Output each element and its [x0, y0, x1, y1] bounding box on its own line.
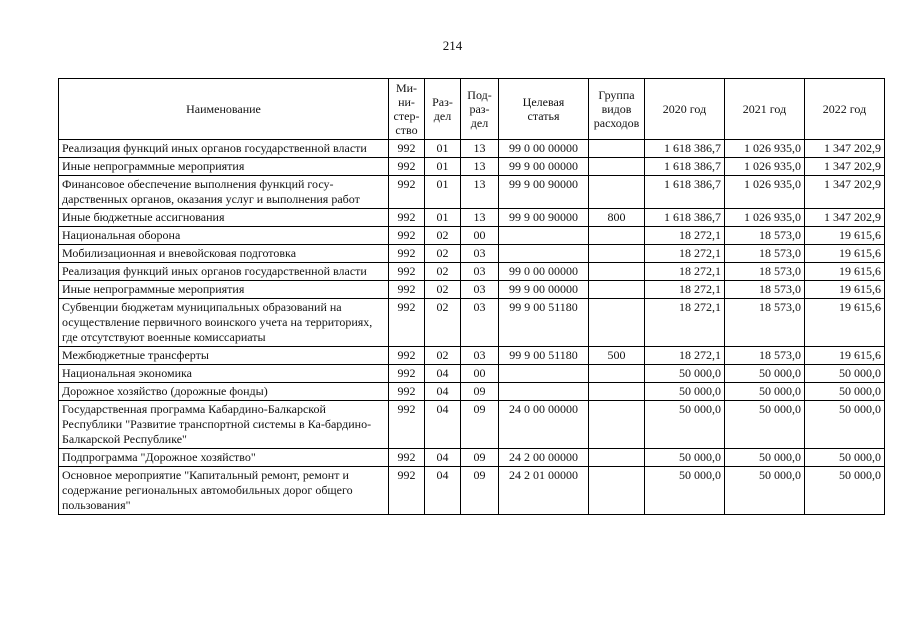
cell-2022: 1 347 202,9 [805, 140, 885, 158]
cell-section: 04 [425, 365, 461, 383]
cell-expense-group: 800 [589, 209, 645, 227]
table-row [59, 209, 885, 227]
cell-section: 04 [425, 467, 461, 515]
cell-2020: 50 000,0 [645, 449, 725, 467]
cell-2020: 50 000,0 [645, 401, 725, 449]
cell-section: 01 [425, 158, 461, 176]
cell-2021: 1 026 935,0 [725, 176, 805, 209]
cell-subsection: 09 [461, 449, 499, 467]
cell-expense-group [589, 176, 645, 209]
cell-subsection: 09 [461, 467, 499, 515]
cell-2022: 50 000,0 [805, 383, 885, 401]
cell-2020: 18 272,1 [645, 263, 725, 281]
cell-2020: 1 618 386,7 [645, 209, 725, 227]
cell-2021: 50 000,0 [725, 401, 805, 449]
cell-section: 04 [425, 383, 461, 401]
cell-target: 99 0 00 00000 [499, 263, 589, 281]
cell-section: 01 [425, 140, 461, 158]
cell-2022: 1 347 202,9 [805, 176, 885, 209]
cell-section: 01 [425, 176, 461, 209]
cell-section: 02 [425, 263, 461, 281]
header-2022: 2022 год [805, 79, 885, 140]
cell-ministry: 992 [389, 245, 425, 263]
header-2021: 2021 год [725, 79, 805, 140]
cell-ministry: 992 [389, 140, 425, 158]
cell-ministry: 992 [389, 281, 425, 299]
cell-2022: 19 615,6 [805, 347, 885, 365]
cell-2020: 50 000,0 [645, 467, 725, 515]
cell-2021: 50 000,0 [725, 467, 805, 515]
table-row [59, 299, 885, 347]
header-2020: 2020 год [645, 79, 725, 140]
cell-target: 99 0 00 00000 [499, 140, 589, 158]
table-row [59, 365, 885, 383]
cell-2022: 1 347 202,9 [805, 158, 885, 176]
cell-expense-group [589, 299, 645, 347]
cell-ministry: 992 [389, 383, 425, 401]
cell-2021: 1 026 935,0 [725, 209, 805, 227]
cell-2022: 50 000,0 [805, 401, 885, 449]
cell-2020: 18 272,1 [645, 245, 725, 263]
cell-target: 99 9 00 51180 [499, 347, 589, 365]
cell-target: 99 9 00 00000 [499, 281, 589, 299]
cell-target [499, 383, 589, 401]
page-number: 214 [442, 38, 463, 53]
cell-subsection: 00 [461, 227, 499, 245]
header-target: Целевая статья [499, 79, 589, 140]
cell-section: 02 [425, 347, 461, 365]
cell-ministry: 992 [389, 209, 425, 227]
header-ministry: Ми- ни- стер- ство [389, 79, 425, 140]
cell-expense-group [589, 401, 645, 449]
table-row [59, 401, 885, 449]
cell-name: Иные непрограммные мероприятия [59, 158, 389, 176]
cell-ministry: 992 [389, 365, 425, 383]
cell-target: 24 0 00 00000 [499, 401, 589, 449]
cell-2021: 50 000,0 [725, 449, 805, 467]
cell-2022: 50 000,0 [805, 449, 885, 467]
cell-target: 99 9 00 00000 [499, 158, 589, 176]
cell-2020: 50 000,0 [645, 365, 725, 383]
cell-section: 01 [425, 209, 461, 227]
cell-expense-group [589, 449, 645, 467]
cell-ministry: 992 [389, 227, 425, 245]
cell-2021: 18 573,0 [725, 347, 805, 365]
cell-subsection: 09 [461, 383, 499, 401]
cell-section: 04 [425, 401, 461, 449]
cell-section: 02 [425, 281, 461, 299]
cell-2022: 1 347 202,9 [805, 209, 885, 227]
cell-target [499, 227, 589, 245]
cell-2022: 19 615,6 [805, 263, 885, 281]
cell-2020: 1 618 386,7 [645, 158, 725, 176]
cell-2020: 1 618 386,7 [645, 176, 725, 209]
cell-2022: 19 615,6 [805, 227, 885, 245]
cell-expense-group [589, 263, 645, 281]
budget-table [58, 78, 885, 515]
cell-name: Государственная программа Кабардино-Балкарской Республики "Развитие транспортной системы в Ка-бардино-Балкарской Республике" [59, 401, 389, 449]
cell-expense-group [589, 140, 645, 158]
cell-ministry: 992 [389, 401, 425, 449]
cell-subsection: 13 [461, 209, 499, 227]
cell-name: Иные бюджетные ассигнования [59, 209, 389, 227]
cell-expense-group [589, 383, 645, 401]
cell-2020: 18 272,1 [645, 281, 725, 299]
cell-2021: 1 026 935,0 [725, 140, 805, 158]
cell-name: Иные непрограммные мероприятия [59, 281, 389, 299]
cell-2020: 1 618 386,7 [645, 140, 725, 158]
cell-subsection: 13 [461, 140, 499, 158]
cell-ministry: 992 [389, 263, 425, 281]
cell-section: 02 [425, 227, 461, 245]
cell-expense-group [589, 227, 645, 245]
cell-name: Межбюджетные трансферты [59, 347, 389, 365]
cell-2021: 18 573,0 [725, 263, 805, 281]
header-subsection: Под- раз- дел [461, 79, 499, 140]
cell-ministry: 992 [389, 299, 425, 347]
header-name: Наименование [59, 79, 389, 140]
cell-2021: 18 573,0 [725, 227, 805, 245]
cell-target [499, 365, 589, 383]
cell-ministry: 992 [389, 347, 425, 365]
table-row [59, 176, 885, 209]
cell-2022: 50 000,0 [805, 365, 885, 383]
cell-2022: 50 000,0 [805, 467, 885, 515]
cell-2022: 19 615,6 [805, 299, 885, 347]
table-row [59, 140, 885, 158]
cell-target: 99 9 00 51180 [499, 299, 589, 347]
cell-name: Дорожное хозяйство (дорожные фонды) [59, 383, 389, 401]
cell-name: Субвенции бюджетам муниципальных образований на осуществление первичного воинского учета на территориях, где отсутствуют военные комиссариаты [59, 299, 389, 347]
cell-subsection: 00 [461, 365, 499, 383]
cell-subsection: 13 [461, 176, 499, 209]
table-row [59, 383, 885, 401]
table-row [59, 227, 885, 245]
cell-section: 04 [425, 449, 461, 467]
table-header-row [59, 79, 885, 140]
cell-target: 99 9 00 90000 [499, 176, 589, 209]
cell-expense-group: 500 [589, 347, 645, 365]
cell-subsection: 03 [461, 347, 499, 365]
cell-2021: 18 573,0 [725, 281, 805, 299]
cell-2021: 50 000,0 [725, 365, 805, 383]
cell-target: 99 9 00 90000 [499, 209, 589, 227]
table-row [59, 467, 885, 515]
cell-ministry: 992 [389, 158, 425, 176]
cell-subsection: 03 [461, 299, 499, 347]
cell-2021: 1 026 935,0 [725, 158, 805, 176]
table-row [59, 347, 885, 365]
header-section: Раз- дел [425, 79, 461, 140]
cell-2021: 18 573,0 [725, 299, 805, 347]
cell-subsection: 03 [461, 281, 499, 299]
cell-section: 02 [425, 245, 461, 263]
cell-target: 24 2 01 00000 [499, 467, 589, 515]
cell-expense-group [589, 365, 645, 383]
table-row [59, 263, 885, 281]
cell-subsection: 09 [461, 401, 499, 449]
cell-section: 02 [425, 299, 461, 347]
cell-subsection: 13 [461, 158, 499, 176]
cell-name: Основное мероприятие "Капитальный ремонт, ремонт и содержание региональных автомобильных дорог общего пользования" [59, 467, 389, 515]
cell-name: Реализация функций иных органов государственной власти [59, 140, 389, 158]
cell-name: Финансовое обеспечение выполнения функций госу-дарственных органов, оказания услуг и выполнения работ [59, 176, 389, 209]
cell-target: 24 2 00 00000 [499, 449, 589, 467]
cell-2021: 18 573,0 [725, 245, 805, 263]
cell-name: Мобилизационная и вневойсковая подготовка [59, 245, 389, 263]
cell-ministry: 992 [389, 467, 425, 515]
cell-name: Национальная оборона [59, 227, 389, 245]
table-row [59, 449, 885, 467]
cell-2021: 50 000,0 [725, 383, 805, 401]
header-expense-group: Группа видов расходов [589, 79, 645, 140]
cell-target [499, 245, 589, 263]
cell-name: Подпрограмма "Дорожное хозяйство" [59, 449, 389, 467]
table-row [59, 281, 885, 299]
cell-2020: 50 000,0 [645, 383, 725, 401]
table-row [59, 245, 885, 263]
cell-expense-group [589, 245, 645, 263]
cell-2020: 18 272,1 [645, 299, 725, 347]
cell-2020: 18 272,1 [645, 347, 725, 365]
cell-expense-group [589, 158, 645, 176]
cell-ministry: 992 [389, 449, 425, 467]
cell-expense-group [589, 467, 645, 515]
cell-subsection: 03 [461, 263, 499, 281]
cell-2022: 19 615,6 [805, 245, 885, 263]
cell-name: Реализация функций иных органов государственной власти [59, 263, 389, 281]
cell-2020: 18 272,1 [645, 227, 725, 245]
table-row [59, 158, 885, 176]
cell-subsection: 03 [461, 245, 499, 263]
cell-ministry: 992 [389, 176, 425, 209]
cell-name: Национальная экономика [59, 365, 389, 383]
cell-2022: 19 615,6 [805, 281, 885, 299]
cell-expense-group [589, 281, 645, 299]
